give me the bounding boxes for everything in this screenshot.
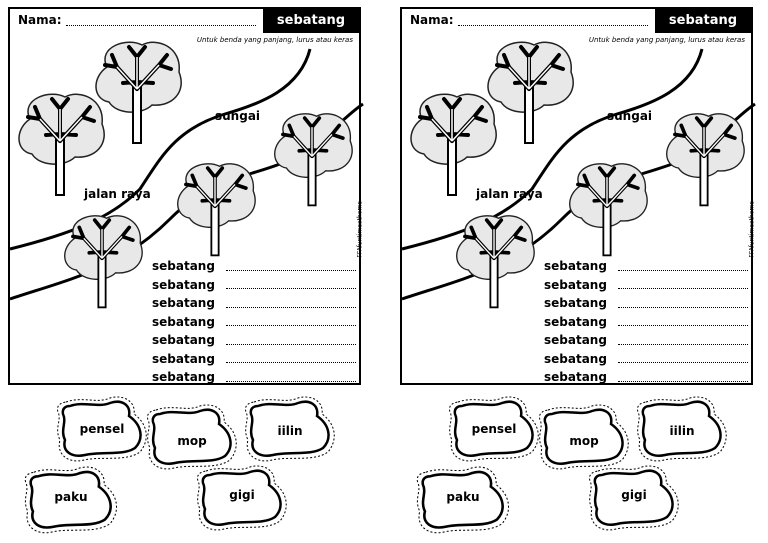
card-word: iilin: [277, 424, 303, 438]
cutout-card[interactable]: [52, 394, 152, 464]
card-word: iilin: [669, 424, 695, 438]
answer-line[interactable]: [226, 325, 356, 326]
answer-line[interactable]: [226, 344, 356, 345]
tree-icon: [19, 94, 104, 195]
row-word: sebatang: [544, 259, 607, 274]
row-word: sebatang: [152, 370, 215, 385]
row-word: sebatang: [544, 277, 607, 292]
road-label: jalan raya: [84, 187, 151, 201]
title-tag: sebatang: [655, 9, 751, 33]
answer-line[interactable]: [226, 307, 356, 308]
card-word: mop: [569, 434, 599, 448]
credit-text: FFAfuntimeathome: [357, 201, 364, 258]
name-label: Nama:: [410, 13, 454, 27]
cutout-card[interactable]: [240, 394, 340, 464]
card-word: gigi: [229, 488, 255, 502]
card-word: mop: [177, 434, 207, 448]
answer-line[interactable]: [618, 362, 748, 363]
tree-icon: [667, 114, 744, 206]
answer-row[interactable]: [152, 313, 356, 332]
answer-line[interactable]: [226, 362, 356, 363]
row-word: sebatang: [544, 333, 607, 348]
row-word: sebatang: [544, 296, 607, 311]
name-label: Nama:: [18, 13, 62, 27]
row-word: sebatang: [152, 296, 215, 311]
row-word: sebatang: [544, 314, 607, 329]
road-label: jalan raya: [476, 187, 543, 201]
cutout-card[interactable]: [408, 464, 518, 536]
card-word: gigi: [621, 488, 647, 502]
worksheet-left: [8, 7, 364, 385]
row-word: sebatang: [152, 259, 215, 274]
instruction-text: Untuk benda yang panjang, lurus atau keras: [588, 36, 745, 44]
title-tag: sebatang: [263, 9, 359, 33]
answer-row[interactable]: [544, 368, 748, 387]
worksheet-right: [400, 7, 756, 385]
card-word: paku: [446, 490, 480, 504]
answer-line[interactable]: [618, 344, 748, 345]
answer-line[interactable]: [226, 381, 356, 382]
answer-row[interactable]: [152, 257, 356, 276]
card-word: paku: [54, 490, 88, 504]
row-word: sebatang: [544, 351, 607, 366]
answer-row[interactable]: [544, 294, 748, 313]
answer-row[interactable]: [544, 276, 748, 295]
tree-icon: [275, 114, 352, 206]
river-label: sungai: [607, 109, 653, 123]
answer-line[interactable]: [618, 270, 748, 271]
answer-line[interactable]: [226, 288, 356, 289]
card-word: pensel: [471, 422, 517, 436]
cutout-cards-left: [0, 390, 360, 540]
tree-icon: [65, 216, 142, 308]
cutout-card[interactable]: [192, 462, 292, 534]
answer-rows: [544, 257, 748, 387]
answer-line[interactable]: [618, 381, 748, 382]
row-word: sebatang: [152, 351, 215, 366]
instruction-text: Untuk benda yang panjang, lurus atau keras: [196, 36, 353, 44]
answer-row[interactable]: [152, 294, 356, 313]
tree-icon: [488, 42, 573, 143]
answer-line[interactable]: [226, 270, 356, 271]
answer-row[interactable]: [152, 276, 356, 295]
tree-icon: [411, 94, 496, 195]
answer-row[interactable]: [544, 257, 748, 276]
row-word: sebatang: [152, 314, 215, 329]
tree-icon: [96, 42, 181, 143]
answer-line[interactable]: [618, 325, 748, 326]
row-word: sebatang: [544, 370, 607, 385]
answer-row[interactable]: [152, 331, 356, 350]
answer-row[interactable]: [152, 368, 356, 387]
row-word: sebatang: [152, 333, 215, 348]
answer-row[interactable]: [544, 331, 748, 350]
cutout-card[interactable]: [632, 394, 732, 464]
tree-icon: [457, 216, 534, 308]
credit-text: FFAfuntimeathome: [749, 201, 756, 258]
answer-line[interactable]: [618, 288, 748, 289]
cutout-card[interactable]: [16, 464, 126, 536]
answer-row[interactable]: [544, 350, 748, 369]
tree-icon: [570, 164, 647, 256]
tree-icon: [178, 164, 255, 256]
answer-line[interactable]: [618, 307, 748, 308]
cutout-cards-right: [392, 390, 752, 540]
cutout-card[interactable]: [584, 462, 684, 534]
river-label: sungai: [215, 109, 261, 123]
answer-row[interactable]: [152, 350, 356, 369]
row-word: sebatang: [152, 277, 215, 292]
card-word: pensel: [79, 422, 125, 436]
answer-row[interactable]: [544, 313, 748, 332]
cutout-card[interactable]: [444, 394, 544, 464]
answer-rows: [152, 257, 356, 387]
